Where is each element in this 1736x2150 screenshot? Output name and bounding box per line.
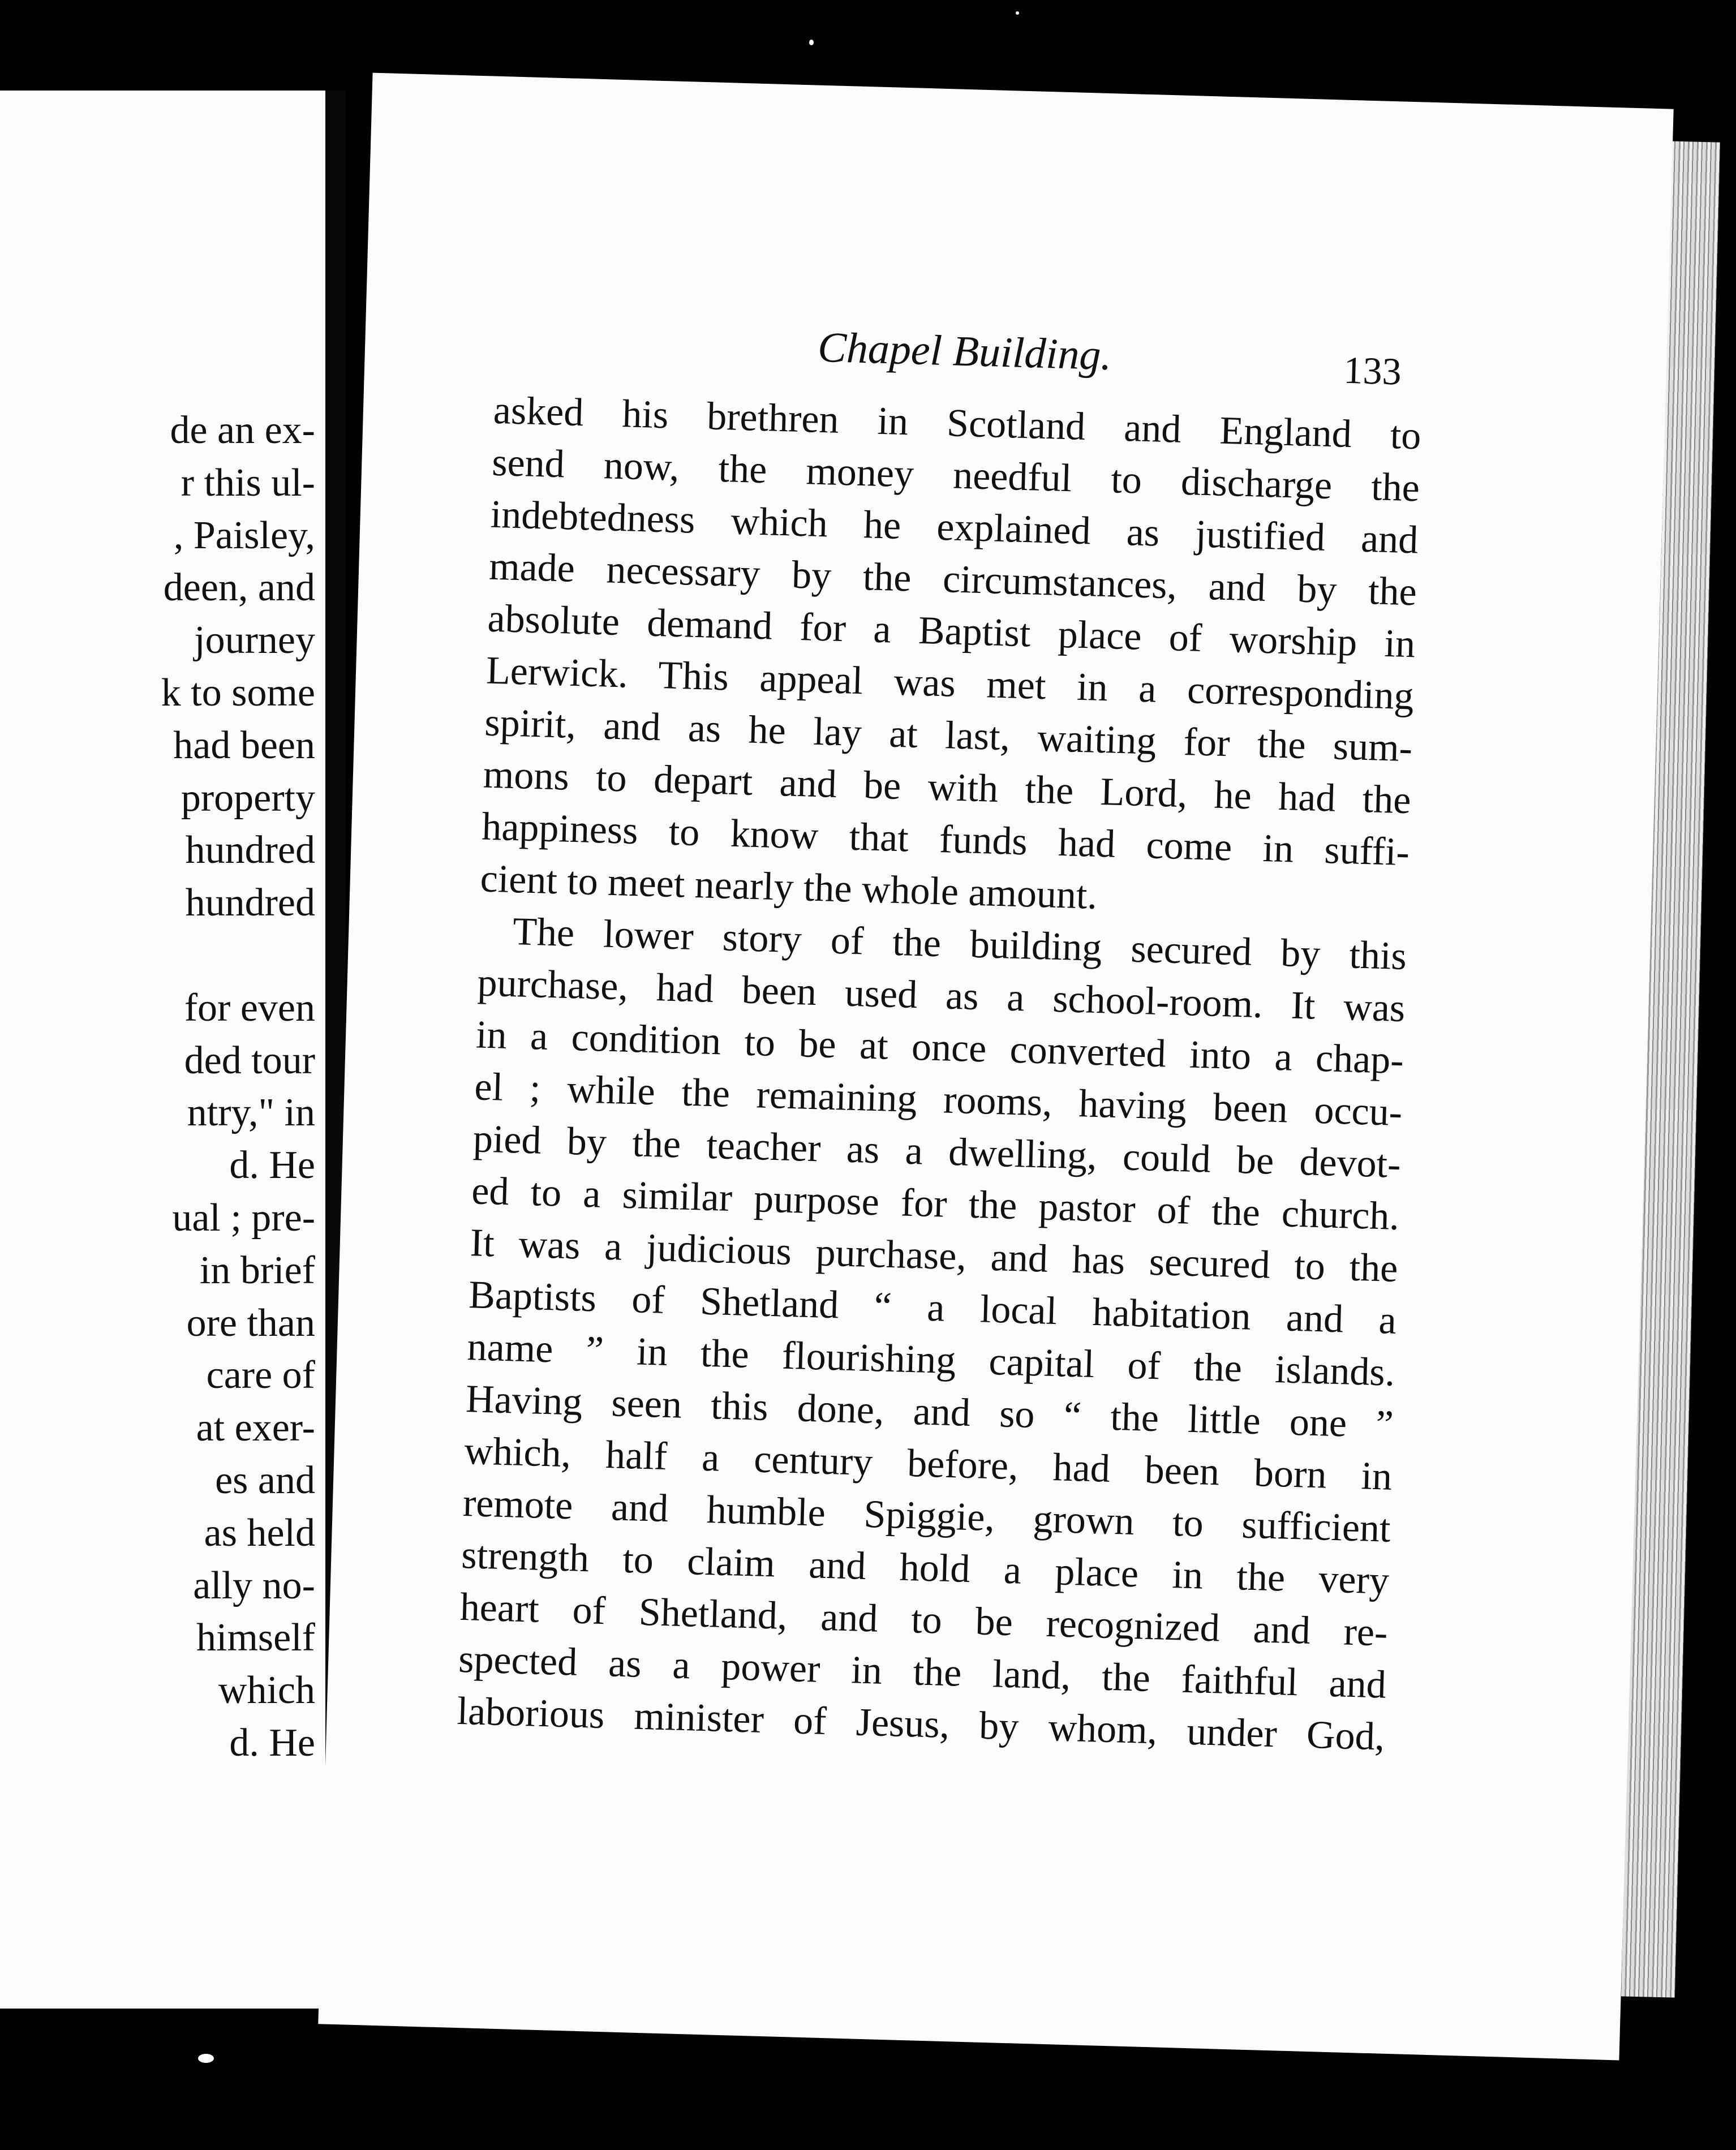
- body-line: which, half a century before, had been born in: [463, 1429, 1393, 1499]
- left-page-line: property: [181, 776, 315, 820]
- left-page-line: k to some: [161, 670, 315, 715]
- body-line: asked his brethren in Scotland and England to: [492, 388, 1422, 458]
- body-line: made necessary by the circumstances, and by the: [488, 544, 1417, 614]
- body-line: in a condition to be at once converted into a chap-: [475, 1013, 1404, 1083]
- left-page-line: deen, and: [163, 566, 315, 610]
- running-head-title: Chapel Building.: [817, 323, 1112, 380]
- body-text: [457, 385, 1422, 1764]
- body-line: ed to a similar purpose for the pastor of the church.: [471, 1169, 1400, 1239]
- left-page-line: hundred: [185, 881, 315, 925]
- body-line: happiness to know that funds had come in suffi-: [481, 805, 1410, 875]
- left-page-line: which: [218, 1669, 315, 1713]
- body-line: It was a judicious purchase, and has secured to the: [469, 1221, 1399, 1291]
- body-line: el ; while the remaining rooms, having been occu-: [474, 1065, 1403, 1135]
- left-page-line: had been: [173, 723, 315, 767]
- left-page-line: in brief: [199, 1248, 315, 1292]
- left-page-line: es and: [215, 1458, 315, 1502]
- dust-speck: [809, 40, 814, 45]
- dust-speck: [198, 2054, 214, 2063]
- left-page-line: as held: [204, 1511, 315, 1555]
- body-line: absolute demand for a Baptist place of worship in: [487, 596, 1416, 666]
- left-page-line: ual ; pre-: [172, 1196, 315, 1240]
- body-line: remote and humble Spiggie, grown to sufficient: [462, 1481, 1391, 1551]
- left-page-line: at exer-: [196, 1406, 315, 1450]
- body-line: The lower story of the building secured by this: [512, 910, 1407, 979]
- left-page-line: ntry," in: [187, 1091, 315, 1135]
- left-page-line: d. He: [229, 1721, 315, 1765]
- body-line: purchase, had been used as a school-room. It was: [476, 961, 1406, 1031]
- dust-speck: [1474, 962, 1479, 966]
- body-line: spirit, and as he lay at last, waiting for the sum-: [484, 700, 1413, 771]
- body-line: Baptists of Shetland “ a local habitation and a: [468, 1273, 1397, 1343]
- body-line: cient to meet nearly the whole amount.: [479, 857, 1098, 918]
- left-page-line: ore than: [186, 1301, 315, 1345]
- body-line: Having seen this done, and so “ the little one ”: [465, 1377, 1394, 1447]
- page-number: 133: [1343, 348, 1402, 393]
- body-line: laborious minister of Jesus, by whom, under God,: [456, 1689, 1386, 1759]
- left-page-line: [0, 930, 315, 982]
- body-line: name ” in the flourishing capital of the islands.: [466, 1325, 1396, 1395]
- left-page-line: hundred: [185, 828, 315, 872]
- body-line: indebtedness which he explained as justified and: [489, 492, 1419, 562]
- left-page-line: d. He: [229, 1143, 315, 1188]
- left-page-line: ded tour: [184, 1038, 315, 1082]
- body-line: strength to claim and hold a place in the very: [461, 1533, 1390, 1603]
- left-page-line: r this ul-: [181, 461, 315, 505]
- body-line: spected as a power in the land, the faithful and: [458, 1637, 1387, 1707]
- body-line: heart of Shetland, and to be recognized and re-: [459, 1585, 1389, 1655]
- left-page-line: , Paisley,: [173, 513, 315, 557]
- dust-speck: [1016, 11, 1019, 15]
- left-page: [0, 91, 330, 2009]
- left-page-line: ally no-: [193, 1563, 315, 1607]
- left-page-line: de an ex-: [170, 408, 315, 452]
- body-line: send now, the money needful to discharge the: [491, 440, 1420, 510]
- left-page-line: care of: [206, 1353, 315, 1398]
- left-page-text: [0, 405, 315, 1770]
- right-page: [318, 73, 1673, 2061]
- body-line: pied by the teacher as a dwelling, could be devot-: [472, 1117, 1402, 1187]
- body-line: Lerwick. This appeal was met in a corresponding: [485, 648, 1415, 719]
- left-page-line: journey: [194, 618, 315, 663]
- body-line: mons to depart and be with the Lord, he had the: [482, 752, 1412, 823]
- left-page-line: for even: [184, 986, 315, 1030]
- left-page-line: himself: [196, 1616, 315, 1660]
